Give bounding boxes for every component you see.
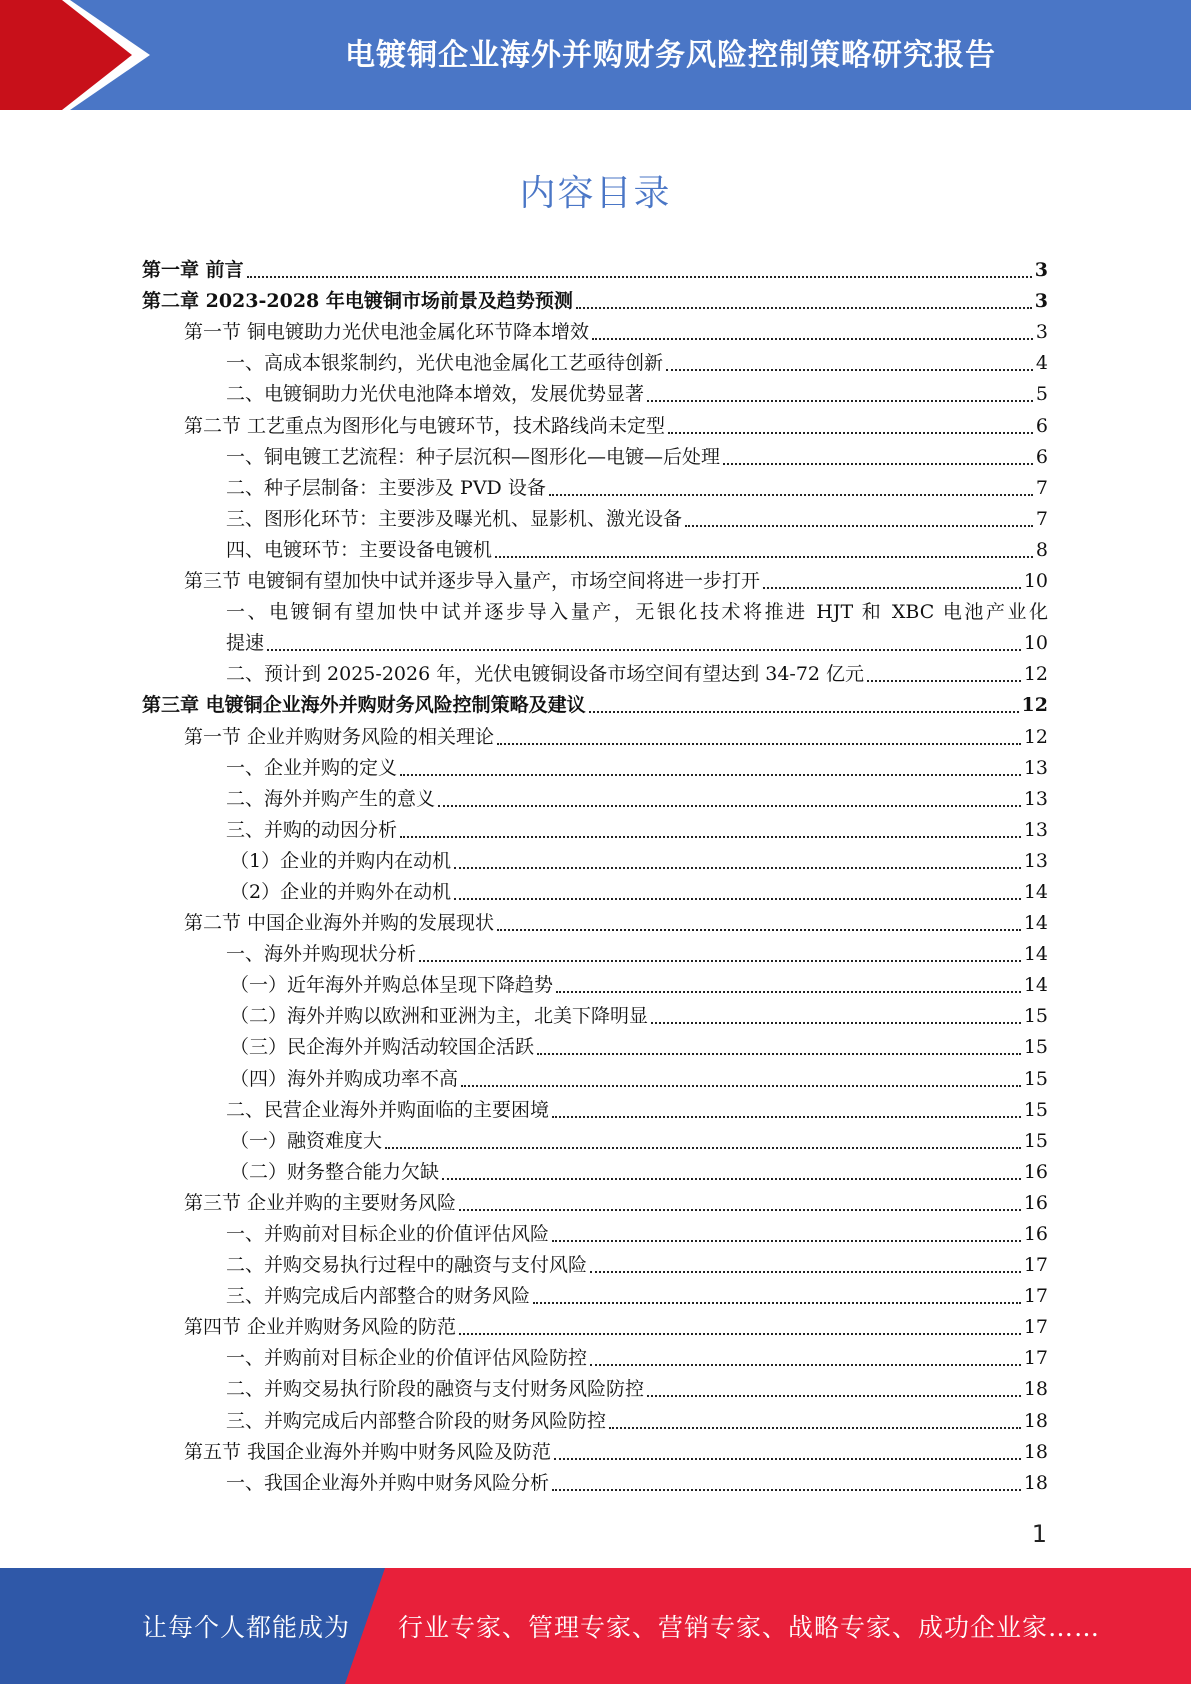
toc-leader-dots (556, 991, 1021, 993)
toc-entry[interactable] (142, 317, 1048, 348)
toc-entry-label: 第一节 企业并购财务风险的相关理论 (184, 725, 495, 748)
toc-entry-page: 13 (1023, 787, 1048, 810)
toc-entry-label: （二）海外并购以欧洲和亚洲为主，北美下降明显 (230, 1005, 649, 1028)
toc-leader-dots (533, 1302, 1021, 1304)
toc-entry-page: 16 (1023, 1160, 1048, 1183)
toc-entry[interactable] (142, 1343, 1048, 1374)
toc-leader-dots (495, 556, 1033, 558)
toc-entry[interactable] (142, 255, 1048, 286)
toc-leader-dots (459, 1209, 1021, 1211)
toc-leader-dots (442, 1178, 1021, 1180)
toc-entry-page: 16 (1023, 1191, 1048, 1214)
toc-entry-label: 一、电镀铜有望加快中试并逐步导入量产，无银化技术将推进 HJT 和 XBC 电池产业化 (226, 601, 1048, 624)
toc-entry-page: 17 (1023, 1316, 1048, 1339)
toc-entry[interactable] (142, 784, 1048, 815)
toc-entry-page: 16 (1023, 1223, 1048, 1245)
toc-entry[interactable] (142, 908, 1048, 939)
toc-entry[interactable] (142, 1219, 1048, 1250)
toc-entry-label: 第三节 电镀铜有望加快中试并逐步导入量产，市场空间将进一步打开 (184, 570, 761, 593)
toc-entry-page: 6 (1035, 414, 1048, 437)
toc-leader-dots (454, 898, 1021, 900)
toc-entry-label: 第二节 工艺重点为图形化与电镀环节，技术路线尚未定型 (184, 414, 666, 437)
toc-entry[interactable] (142, 659, 1048, 690)
toc-entry-label: 一、我国企业海外并购中财务风险分析 (226, 1471, 550, 1494)
toc-entry[interactable] (142, 690, 1048, 721)
footer-band (0, 1568, 1191, 1684)
toc-leader-dots (247, 276, 1032, 278)
toc-entry-page: 15 (1023, 1129, 1048, 1152)
toc-leader-dots (537, 1053, 1021, 1055)
toc-entry-page: 12 (1021, 694, 1048, 717)
toc-entry-page: 15 (1023, 1098, 1048, 1121)
toc-entry-page: 14 (1023, 912, 1048, 935)
toc-entry-page: 14 (1023, 974, 1048, 997)
toc-leader-dots (552, 1116, 1021, 1118)
toc-entry-page: 18 (1023, 1409, 1048, 1432)
toc-entry-page: 12 (1023, 663, 1048, 686)
toc-entry-label: （2）企业的并购外在动机 (230, 880, 452, 903)
report-title: 电镀铜企业海外并购财务风险控制策略研究报告 (345, 38, 996, 73)
toc-leader-dots (454, 867, 1021, 869)
toc-entry-label: 一、海外并购现状分析 (226, 943, 417, 966)
toc-entry-line2 (142, 628, 1048, 659)
toc-entry[interactable] (142, 815, 1048, 846)
toc-entry[interactable] (142, 1001, 1048, 1032)
toc-entry[interactable] (142, 1188, 1048, 1219)
toc-entry-label: 第三节 企业并购的主要财务风险 (184, 1191, 457, 1214)
toc-entry-page: 18 (1023, 1471, 1048, 1494)
toc-entry-label: 第四节 企业并购财务风险的防范 (184, 1316, 457, 1339)
toc-entry-page: 18 (1023, 1440, 1048, 1463)
toc-entry[interactable] (142, 1157, 1048, 1188)
toc-entry-page: 17 (1023, 1347, 1048, 1370)
toc-leader-dots (554, 1458, 1021, 1460)
toc-leader-dots (685, 525, 1033, 527)
toc-entry-page: 14 (1023, 880, 1048, 903)
toc-entry[interactable] (142, 1312, 1048, 1343)
toc-leader-dots (385, 1147, 1021, 1149)
toc-entry[interactable] (142, 410, 1048, 441)
toc-entry[interactable] (142, 1063, 1048, 1094)
toc-entry[interactable] (142, 721, 1048, 752)
toc-leader-dots (609, 1427, 1021, 1429)
toc-entry-label: 一、并购前对目标企业的价值评估风险防控 (226, 1347, 588, 1370)
toc-entry-label: 一、铜电镀工艺流程：种子层沉积—图形化—电镀—后处理 (226, 445, 721, 468)
toc-entry-label: （一）融资难度大 (230, 1129, 383, 1152)
footer-slogan-right: 行业专家、管理专家、营销专家、战略专家、成功企业家…… (398, 1613, 1101, 1642)
toc-entry-label: 二、海外并购产生的意义 (226, 787, 436, 810)
toc-entry-label: 二、并购交易执行阶段的融资与支付财务风险防控 (226, 1378, 645, 1401)
toc-leader-dots (497, 743, 1021, 745)
toc-entry[interactable] (142, 970, 1048, 1001)
toc-entry[interactable] (142, 1250, 1048, 1281)
toc-entry-label: （二）财务整合能力欠缺 (230, 1160, 440, 1183)
toc-entry-page: 13 (1023, 756, 1048, 779)
toc-entry[interactable] (142, 1095, 1048, 1126)
toc-leader-dots (400, 836, 1021, 838)
toc-entry-page: 17 (1023, 1254, 1048, 1277)
toc-entry-label: 二、并购交易执行过程中的融资与支付风险 (226, 1254, 588, 1277)
toc-entry-page: 18 (1023, 1378, 1048, 1401)
toc-entry-label: （三）民企海外并购活动较国企活跃 (230, 1036, 535, 1059)
toc-entry[interactable] (142, 286, 1048, 317)
toc-entry-page: 8 (1035, 538, 1048, 561)
toc-entry-label: 一、并购前对目标企业的价值评估风险 (226, 1223, 550, 1245)
toc-leader-dots (589, 711, 1019, 713)
toc-entry-label: 第二章 2023-2028 年电镀铜市场前景及趋势预测 (142, 290, 573, 313)
toc-entry-page: 7 (1035, 476, 1048, 499)
toc-entry-page: 15 (1023, 1036, 1048, 1059)
toc-entry-page: 3 (1034, 290, 1048, 313)
toc-leader-dots (867, 680, 1021, 682)
toc-entry-page: 13 (1023, 849, 1048, 872)
toc-entry[interactable] (142, 1032, 1048, 1063)
toc-entry[interactable] (142, 846, 1048, 877)
toc-entry-page: 7 (1035, 507, 1048, 530)
toc-leader-dots (666, 369, 1033, 371)
toc-entry[interactable] (142, 1437, 1048, 1468)
toc-entry[interactable] (142, 535, 1048, 566)
toc-entry[interactable] (142, 348, 1048, 379)
toc-entry-page: 3 (1035, 321, 1048, 344)
table-of-contents (142, 255, 1048, 1499)
toc-entry-page: 6 (1035, 445, 1048, 468)
toc-entry[interactable] (142, 379, 1048, 410)
toc-leader-dots (647, 400, 1033, 402)
toc-leader-dots (497, 929, 1021, 931)
toc-entry[interactable] (142, 1468, 1048, 1499)
toc-entry[interactable] (142, 597, 1048, 659)
toc-entry-label: 三、并购的动因分析 (226, 818, 398, 841)
footer-slogan-left: 让每个人都能成为 (142, 1613, 351, 1642)
toc-entry-label: 二、预计到 2025-2026 年，光伏电镀铜设备市场空间有望达到 34-72 亿元 (226, 663, 865, 686)
toc-entry-label: 第一节 铜电镀助力光伏电池金属化环节降本增效 (184, 321, 590, 344)
toc-entry-page: 5 (1035, 383, 1048, 406)
toc-entry[interactable] (142, 753, 1048, 784)
toc-entry-label: （四）海外并购成功率不高 (230, 1067, 459, 1090)
toc-leader-dots (668, 432, 1033, 434)
toc-leader-dots (400, 774, 1021, 776)
toc-leader-dots (459, 1333, 1021, 1335)
toc-leader-dots (576, 307, 1032, 309)
toc-leader-dots (552, 1240, 1021, 1242)
toc-leader-dots (647, 1395, 1021, 1397)
toc-entry-label: 一、企业并购的定义 (226, 756, 398, 779)
toc-entry-page: 15 (1023, 1005, 1048, 1028)
toc-entry-page: 10 (1023, 570, 1048, 593)
header-band (0, 0, 1191, 110)
toc-entry-label: 第二节 中国企业海外并购的发展现状 (184, 912, 495, 935)
toc-entry-label: 一、高成本银浆制约，光伏电池金属化工艺亟待创新 (226, 352, 664, 375)
toc-heading: 内容目录 (519, 173, 672, 214)
toc-entry-page: 3 (1034, 259, 1048, 282)
toc-entry[interactable] (142, 1374, 1048, 1405)
toc-leader-dots (461, 1085, 1021, 1087)
toc-entry-label: 第一章 前言 (142, 259, 244, 282)
page-number: 1 (1031, 1520, 1047, 1548)
toc-entry-page: 4 (1035, 352, 1048, 375)
toc-leader-dots (590, 1271, 1021, 1273)
toc-entry[interactable] (142, 442, 1048, 473)
toc-entry[interactable] (142, 504, 1048, 535)
toc-entry-label: （1）企业的并购内在动机 (230, 849, 452, 872)
toc-entry-label: 第五节 我国企业海外并购中财务风险及防范 (184, 1440, 552, 1463)
toc-entry[interactable] (142, 1126, 1048, 1157)
toc-leader-dots (592, 338, 1033, 340)
toc-leader-dots (267, 649, 1021, 651)
toc-entry-label: 三、并购完成后内部整合的财务风险 (226, 1285, 531, 1308)
toc-leader-dots (438, 805, 1021, 807)
chevron-logo-icon (0, 0, 150, 110)
toc-leader-dots (763, 587, 1021, 589)
toc-leader-dots (723, 463, 1033, 465)
toc-leader-dots (419, 960, 1021, 962)
toc-leader-dots (651, 1022, 1021, 1024)
toc-entry-label: 二、种子层制备：主要涉及 PVD 设备 (226, 476, 546, 499)
toc-entry-page: 12 (1023, 725, 1048, 748)
toc-entry[interactable] (142, 877, 1048, 908)
toc-entry-label: 三、并购完成后内部整合阶段的财务风险防控 (226, 1409, 607, 1432)
toc-entry-page: 15 (1023, 1067, 1048, 1090)
toc-entry-label-cont: 提速 (226, 632, 265, 655)
toc-entry[interactable] (142, 566, 1048, 597)
toc-entry-label: 二、电镀铜助力光伏电池降本增效，发展优势显著 (226, 383, 645, 406)
toc-entry[interactable] (142, 1405, 1048, 1436)
toc-leader-dots (590, 1364, 1021, 1366)
toc-entry-label: （一）近年海外并购总体呈现下降趋势 (230, 974, 554, 997)
toc-entry-label: 四、电镀环节：主要设备电镀机 (226, 538, 493, 561)
toc-entry-page: 10 (1023, 632, 1048, 655)
toc-entry-label: 第三章 电镀铜企业海外并购财务风险控制策略及建议 (142, 694, 586, 717)
toc-leader-dots (552, 1489, 1021, 1491)
toc-entry[interactable] (142, 939, 1048, 970)
toc-entry-label: 二、民营企业海外并购面临的主要困境 (226, 1098, 550, 1121)
toc-entry[interactable] (142, 473, 1048, 504)
toc-entry-page: 14 (1023, 943, 1048, 966)
toc-entry-label: 三、图形化环节：主要涉及曝光机、显影机、激光设备 (226, 507, 683, 530)
toc-entry[interactable] (142, 1281, 1048, 1312)
toc-entry-page: 13 (1023, 818, 1048, 841)
toc-entry-page: 17 (1023, 1285, 1048, 1308)
toc-leader-dots (549, 494, 1033, 496)
